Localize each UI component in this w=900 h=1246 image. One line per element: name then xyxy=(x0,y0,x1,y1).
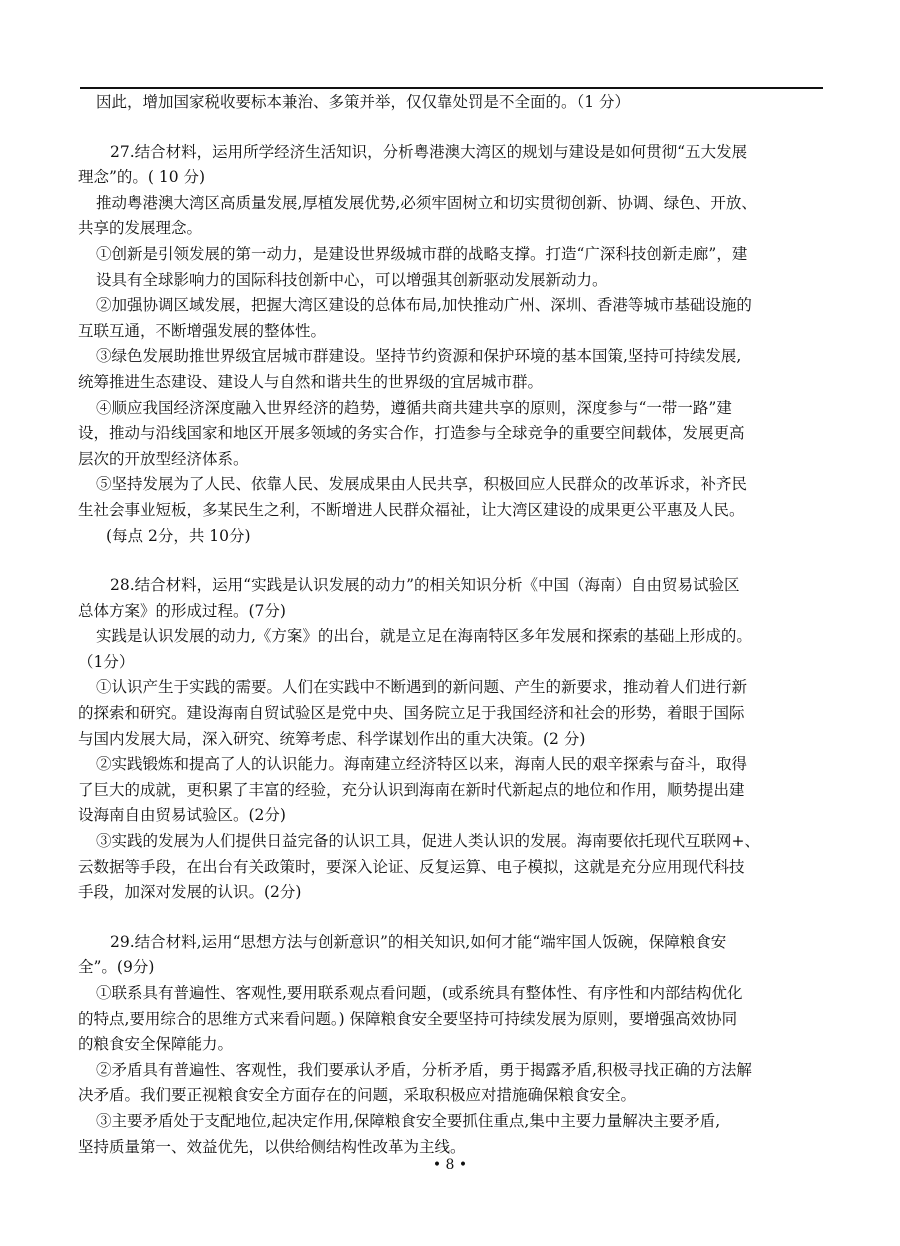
q28-point-1-line: ①认识产生于实践的需要。人们在实践中不断遇到的新问题、产生的新要求，推动着人们进行新 xyxy=(96,678,748,697)
q27-lead-line: 推动粤港澳大湾区高质量发展,厚植发展优势,必须牢固树立和切实贯彻创新、协调、绿色、开放、 xyxy=(96,193,757,212)
question-29-block xyxy=(78,930,824,1160)
q27-point-3-line: ③绿色发展助推世界级宜居城市群建设。坚持节约资源和保护环境的基本国策,坚持可持续发展, xyxy=(96,347,742,366)
q29-question-line: 全”。(9分) xyxy=(78,958,155,977)
q27-question-line: 27.结合材料，运用所学经济生活知识，分析粤港澳大湾区的规划与建设是如何贯彻“五大发展 xyxy=(110,142,748,161)
page-content xyxy=(78,90,824,1160)
q27-point-2-line: ②加强协调区域发展，把握大湾区建设的总体布局,加快推动广州、深圳、香港等城市基础设施的 xyxy=(96,296,752,315)
q27-point-4-line: 层次的开放型经济体系。 xyxy=(78,449,249,468)
q27-point-5-line: 生社会事业短板，多某民生之利，不断增进人民群众福祉，让大湾区建设的成果更公平惠及人民。 xyxy=(78,500,745,519)
q28-point-2-line: ②实践锻炼和提高了人的认识能力。海南建立经济特区以来，海南人民的艰辛探索与奋斗，取得 xyxy=(96,755,748,774)
intro-conclusion: 因此，增加国家税收要标本兼治、多策并举，仅仅靠处罚是不全面的。（1 分） xyxy=(96,93,631,111)
q27-question-line: 理念”的。( 10 分) xyxy=(78,168,206,187)
q27-point-4-line: 设，推动与沿线国家和地区开展多领域的务实合作，打造参与全球竞争的重要空间载体，发展更高 xyxy=(78,424,745,443)
q28-point-1-line: 的探索和研究。建设海南自贸试验区是党中央、国务院立足于我国经济和社会的形势，着眼于国际 xyxy=(78,704,745,723)
q27-point-3-line: 统筹推进生态建设、建设人与自然和谐共生的世界级的宜居城市群。 xyxy=(78,372,544,391)
q28-question-line: 28.结合材料，运用“实践是认识发展的动力”的相关知识分析《中国（海南）自由贸易试验区 xyxy=(110,576,740,595)
q27-point-2-line: 互联互通，不断增强发展的整体性。 xyxy=(78,321,327,340)
q29-point-1-line: ①联系具有普遍性、客观性,要用联系观点看问题，(或系统具有整体性、有序性和内部结构优化 xyxy=(96,984,743,1002)
q29-question-line: 29.结合材料,运用“思想方法与创新意识”的相关知识,如何才能“端牢国人饭碗，保障粮食安 xyxy=(110,932,727,951)
q27-point-1-line: 设具有全球影响力的国际科技创新中心，可以增强其创新驱动发展新动力。 xyxy=(96,270,608,289)
q28-point-3-line: 手段，加深对发展的认识。(2分) xyxy=(78,883,302,902)
q28-point-2-line: 设海南自由贸易试验区。(2分) xyxy=(78,806,286,825)
page-number: • 8 • xyxy=(432,1157,468,1173)
q27-score-note: (每点 2分，共 10分) xyxy=(106,526,251,545)
q28-point-2-line: 了巨大的成就，更积累了丰富的经验，充分认识到海南在新时代新起点的地位和作用，顺势提出建 xyxy=(78,780,745,799)
q28-point-3-line: 云数据等手段，在出台有关政策时，要深入论证、反复运算、电子模拟，这就是充分应用现代科技 xyxy=(78,857,745,876)
q27-point-1-line: ①创新是引领发展的第一动力，是建设世界级城市群的战略支撑。打造“广深科技创新走廊”，建 xyxy=(96,244,748,263)
q27-point-4-line: ④顺应我国经济深度融入世界经济的趋势，遵循共商共建共享的原则，深度参与“一带一路”建 xyxy=(96,398,732,417)
q29-point-3-line: ③主要矛盾处于支配地位,起决定作用,保障粮食安全要抓住重点,集中主要力量解决主要矛盾, xyxy=(96,1111,721,1130)
q29-point-3-line: 坚持质量第一、效益优先，以供给侧结构性改革为主线。 xyxy=(78,1137,466,1156)
q27-point-5-line: ⑤坚持发展为了人民、依靠人民、发展成果由人民共享，积极回应人民群众的改革诉求，补齐民 xyxy=(96,475,748,494)
q28-lead-line: 实践是认识发展的动力,《方案》的出台，就是立足在海南特区多年发展和探索的基础上形成的。 xyxy=(96,627,752,646)
q29-point-1-line: 的粮食安全保障能力。 xyxy=(78,1035,234,1054)
top-rule-divider xyxy=(80,87,823,89)
question-28-block xyxy=(78,573,824,906)
q28-lead-line: （1分） xyxy=(78,652,135,671)
q29-point-1-line: 的特点,要用综合的思维方式来看问题。) 保障粮食安全要坚持可持续发展为原则，要增强高效协同 xyxy=(78,1009,738,1028)
question-27-block xyxy=(78,140,824,550)
q28-point-1-line: 与国内发展大局，深入研究、统筹考虑、科学谋划作出的重大决策。(2 分) xyxy=(78,729,586,748)
q28-point-3-line: ③实践的发展为人们提供日益完备的认识工具，促进人类认识的发展。海南要依托现代互联网+、 xyxy=(96,832,760,851)
q29-point-2-line: ②矛盾具有普遍性、客观性，我们要承认矛盾，分析矛盾，勇于揭露矛盾,积极寻找正确的方法解 xyxy=(96,1060,752,1079)
q28-question-line: 总体方案》的形成过程。(7分) xyxy=(78,601,286,620)
q29-point-2-line: 决矛盾。我们要正视粮食安全方面存在的问题，采取积极应对措施确保粮食安全。 xyxy=(78,1086,637,1105)
q27-lead-line: 共享的发展理念。 xyxy=(78,219,203,238)
